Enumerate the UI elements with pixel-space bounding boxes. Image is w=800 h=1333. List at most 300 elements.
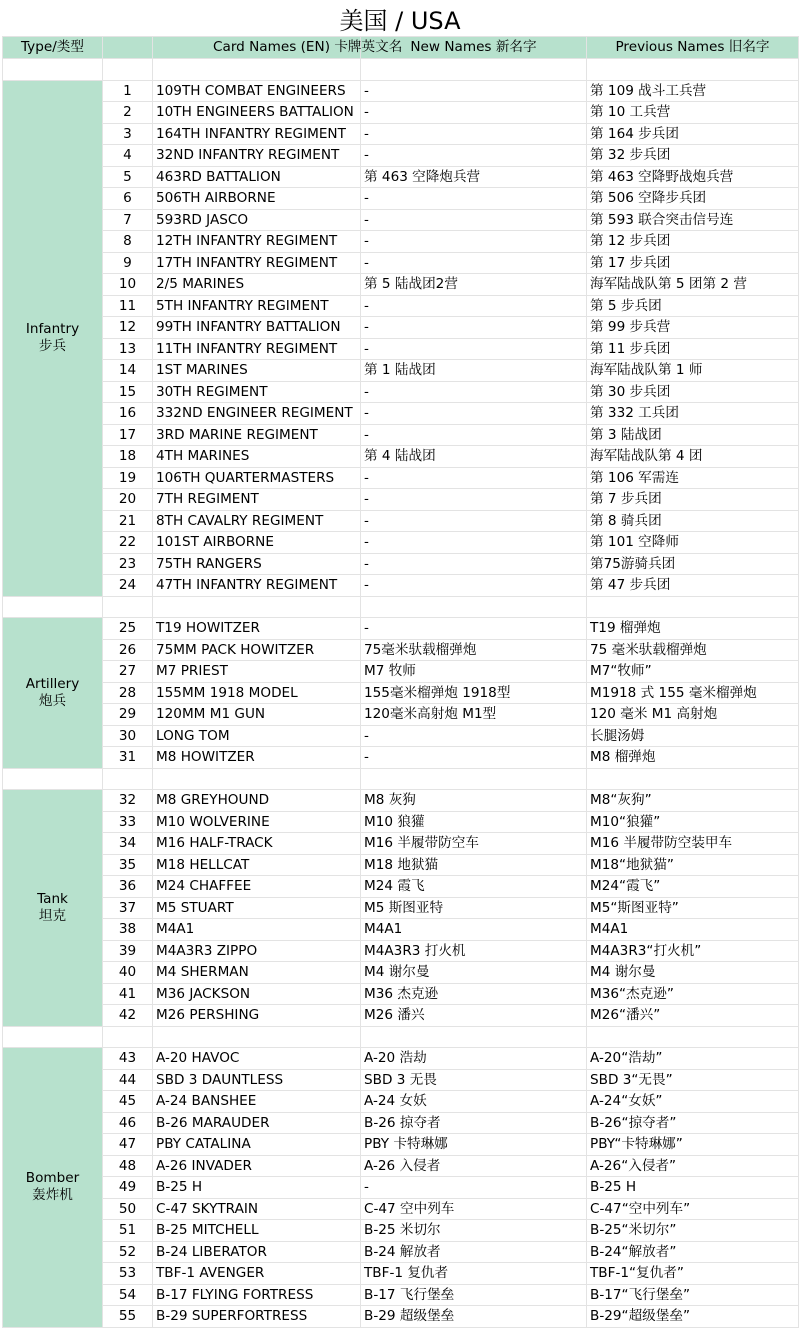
previous-name-cell[interactable]: T19 榴弹炮 bbox=[587, 618, 799, 640]
new-name-cell[interactable]: B-25 米切尔 bbox=[361, 1220, 587, 1242]
new-name-cell[interactable]: - bbox=[361, 209, 587, 231]
empty-cell[interactable] bbox=[103, 1026, 153, 1048]
number-cell[interactable]: 8 bbox=[103, 231, 153, 253]
card-name-en-cell[interactable]: M7 PRIEST bbox=[153, 661, 361, 683]
new-name-cell[interactable]: B-17 飞行堡垒 bbox=[361, 1284, 587, 1306]
previous-name-cell[interactable]: M36“杰克逊” bbox=[587, 983, 799, 1005]
card-name-en-cell[interactable]: 593RD JASCO bbox=[153, 209, 361, 231]
new-name-cell[interactable]: 120毫米高射炮 M1型 bbox=[361, 704, 587, 726]
number-cell[interactable]: 41 bbox=[103, 983, 153, 1005]
table-row bbox=[3, 102, 799, 124]
new-name-cell[interactable]: 第 5 陆战团2营 bbox=[361, 274, 587, 296]
previous-name-cell[interactable]: M18“地狱猫” bbox=[587, 854, 799, 876]
card-name-en-cell[interactable]: 101ST AIRBORNE bbox=[153, 532, 361, 554]
previous-name-cell[interactable]: 第 32 步兵团 bbox=[587, 145, 799, 167]
table-row bbox=[3, 811, 799, 833]
type-cell[interactable]: Infantry 步兵 bbox=[3, 80, 103, 596]
number-cell[interactable]: 7 bbox=[103, 209, 153, 231]
empty-cell[interactable] bbox=[587, 1026, 799, 1048]
table-row bbox=[3, 1005, 799, 1027]
number-cell[interactable]: 25 bbox=[103, 618, 153, 640]
card-name-en-cell[interactable]: 47TH INFANTRY REGIMENT bbox=[153, 575, 361, 597]
number-cell[interactable]: 31 bbox=[103, 747, 153, 769]
previous-name-cell[interactable]: 120 毫米 M1 高射炮 bbox=[587, 704, 799, 726]
new-name-cell[interactable]: A-20 浩劫 bbox=[361, 1048, 587, 1070]
card-name-en-cell[interactable]: M8 GREYHOUND bbox=[153, 790, 361, 812]
new-name-cell[interactable]: - bbox=[361, 532, 587, 554]
previous-name-cell[interactable]: B-25 H bbox=[587, 1177, 799, 1199]
card-name-en-cell[interactable]: A-26 INVADER bbox=[153, 1155, 361, 1177]
number-cell[interactable]: 17 bbox=[103, 424, 153, 446]
card-name-en-cell[interactable]: M18 HELLCAT bbox=[153, 854, 361, 876]
card-name-en-cell[interactable]: A-20 HAVOC bbox=[153, 1048, 361, 1070]
new-name-cell[interactable]: - bbox=[361, 725, 587, 747]
card-name-en-cell[interactable]: 99TH INFANTRY BATTALION bbox=[153, 317, 361, 339]
empty-cell[interactable] bbox=[361, 768, 587, 790]
card-name-en-cell[interactable]: 1ST MARINES bbox=[153, 360, 361, 382]
card-name-en-cell[interactable]: 155MM 1918 MODEL bbox=[153, 682, 361, 704]
new-name-cell[interactable]: - bbox=[361, 145, 587, 167]
card-name-en-cell[interactable]: 4TH MARINES bbox=[153, 446, 361, 468]
number-cell[interactable]: 13 bbox=[103, 338, 153, 360]
card-name-en-cell[interactable]: 5TH INFANTRY REGIMENT bbox=[153, 295, 361, 317]
card-name-en-cell[interactable]: 11TH INFANTRY REGIMENT bbox=[153, 338, 361, 360]
number-cell[interactable]: 27 bbox=[103, 661, 153, 683]
new-name-cell[interactable]: - bbox=[361, 403, 587, 425]
table-row bbox=[3, 231, 799, 253]
number-cell[interactable]: 39 bbox=[103, 940, 153, 962]
new-name-cell[interactable]: - bbox=[361, 80, 587, 102]
header-type: Type/类型 bbox=[3, 37, 103, 59]
previous-name-cell[interactable]: M4 谢尔曼 bbox=[587, 962, 799, 984]
number-cell[interactable]: 11 bbox=[103, 295, 153, 317]
table-row bbox=[3, 1306, 799, 1328]
table-row bbox=[3, 1263, 799, 1285]
page-title: 美国 / USA bbox=[339, 6, 461, 35]
new-name-cell[interactable]: - bbox=[361, 231, 587, 253]
new-name-cell[interactable]: PBY 卡特琳娜 bbox=[361, 1134, 587, 1156]
card-name-en-cell[interactable]: C-47 SKYTRAIN bbox=[153, 1198, 361, 1220]
previous-name-cell[interactable]: 海军陆战队第 4 团 bbox=[587, 446, 799, 468]
new-name-cell[interactable]: - bbox=[361, 510, 587, 532]
number-cell[interactable]: 53 bbox=[103, 1263, 153, 1285]
previous-name-cell[interactable]: 海军陆战队第 5 团第 2 营 bbox=[587, 274, 799, 296]
table-row bbox=[3, 381, 799, 403]
previous-name-cell[interactable]: M4A1 bbox=[587, 919, 799, 941]
card-name-en-cell[interactable]: 12TH INFANTRY REGIMENT bbox=[153, 231, 361, 253]
new-name-cell[interactable]: TBF-1 复仇者 bbox=[361, 1263, 587, 1285]
new-name-cell[interactable]: M4A3R3 打火机 bbox=[361, 940, 587, 962]
new-name-cell[interactable]: M7 牧师 bbox=[361, 661, 587, 683]
card-name-en-cell[interactable]: 332ND ENGINEER REGIMENT bbox=[153, 403, 361, 425]
table-row bbox=[3, 1112, 799, 1134]
card-name-en-cell[interactable]: 30TH REGIMENT bbox=[153, 381, 361, 403]
previous-name-cell[interactable]: 第 506 空降步兵团 bbox=[587, 188, 799, 210]
type-cell[interactable]: Tank 坦克 bbox=[3, 790, 103, 1027]
empty-cell[interactable] bbox=[361, 596, 587, 618]
new-name-cell[interactable]: M4 谢尔曼 bbox=[361, 962, 587, 984]
number-cell[interactable]: 36 bbox=[103, 876, 153, 898]
empty-cell[interactable] bbox=[361, 1026, 587, 1048]
previous-name-cell[interactable]: M8 榴弹炮 bbox=[587, 747, 799, 769]
number-cell[interactable]: 5 bbox=[103, 166, 153, 188]
empty-cell[interactable] bbox=[103, 768, 153, 790]
previous-name-cell[interactable]: 第 164 步兵团 bbox=[587, 123, 799, 145]
new-name-cell[interactable]: - bbox=[361, 252, 587, 274]
new-name-cell[interactable]: C-47 空中列车 bbox=[361, 1198, 587, 1220]
previous-name-cell[interactable]: M5“斯图亚特” bbox=[587, 897, 799, 919]
type-cell[interactable]: Bomber 轰炸机 bbox=[3, 1048, 103, 1328]
number-cell[interactable]: 37 bbox=[103, 897, 153, 919]
card-name-en-cell[interactable]: M4A3R3 ZIPPO bbox=[153, 940, 361, 962]
card-name-en-cell[interactable]: 164TH INFANTRY REGIMENT bbox=[153, 123, 361, 145]
table-row bbox=[3, 940, 799, 962]
new-name-cell[interactable]: 第 463 空降炮兵营 bbox=[361, 166, 587, 188]
previous-name-cell[interactable]: M24“霞飞” bbox=[587, 876, 799, 898]
previous-name-cell[interactable]: 第 3 陆战团 bbox=[587, 424, 799, 446]
card-name-en-cell[interactable]: 106TH QUARTERMASTERS bbox=[153, 467, 361, 489]
table-row bbox=[3, 338, 799, 360]
previous-name-cell[interactable]: B-25“米切尔” bbox=[587, 1220, 799, 1242]
new-name-cell[interactable]: - bbox=[361, 618, 587, 640]
previous-name-cell[interactable]: TBF-1“复仇者” bbox=[587, 1263, 799, 1285]
empty-cell[interactable] bbox=[361, 59, 587, 81]
number-cell[interactable]: 44 bbox=[103, 1069, 153, 1091]
previous-name-cell[interactable]: 75 毫米驮载榴弹炮 bbox=[587, 639, 799, 661]
table-row bbox=[3, 575, 799, 597]
number-cell[interactable]: 46 bbox=[103, 1112, 153, 1134]
previous-name-cell[interactable]: 长腿汤姆 bbox=[587, 725, 799, 747]
number-cell[interactable]: 20 bbox=[103, 489, 153, 511]
card-name-en-cell[interactable]: M8 HOWITZER bbox=[153, 747, 361, 769]
number-cell[interactable]: 34 bbox=[103, 833, 153, 855]
previous-name-cell[interactable]: M16 半履带防空装甲车 bbox=[587, 833, 799, 855]
number-cell[interactable]: 14 bbox=[103, 360, 153, 382]
card-name-en-cell[interactable]: 75MM PACK HOWITZER bbox=[153, 639, 361, 661]
previous-name-cell[interactable]: A-26“入侵者” bbox=[587, 1155, 799, 1177]
number-cell[interactable]: 21 bbox=[103, 510, 153, 532]
new-name-cell[interactable]: 75毫米驮载榴弹炮 bbox=[361, 639, 587, 661]
card-name-en-cell[interactable]: M5 STUART bbox=[153, 897, 361, 919]
number-cell[interactable]: 4 bbox=[103, 145, 153, 167]
card-name-en-cell[interactable]: 109TH COMBAT ENGINEERS bbox=[153, 80, 361, 102]
new-name-cell[interactable]: 155毫米榴弹炮 1918型 bbox=[361, 682, 587, 704]
table-row bbox=[3, 295, 799, 317]
new-name-cell[interactable]: M24 霞飞 bbox=[361, 876, 587, 898]
number-cell[interactable]: 32 bbox=[103, 790, 153, 812]
table-row bbox=[3, 897, 799, 919]
table-row bbox=[3, 661, 799, 683]
new-name-cell[interactable]: 第 1 陆战团 bbox=[361, 360, 587, 382]
number-cell[interactable]: 43 bbox=[103, 1048, 153, 1070]
number-cell[interactable]: 18 bbox=[103, 446, 153, 468]
table-row bbox=[3, 747, 799, 769]
table-row bbox=[3, 123, 799, 145]
number-cell[interactable]: 33 bbox=[103, 811, 153, 833]
number-cell[interactable]: 9 bbox=[103, 252, 153, 274]
table-row bbox=[3, 424, 799, 446]
card-name-en-cell[interactable]: M36 JACKSON bbox=[153, 983, 361, 1005]
card-name-en-cell[interactable]: TBF-1 AVENGER bbox=[153, 1263, 361, 1285]
number-cell[interactable]: 50 bbox=[103, 1198, 153, 1220]
card-name-en-cell[interactable]: M24 CHAFFEE bbox=[153, 876, 361, 898]
new-name-cell[interactable]: B-24 解放者 bbox=[361, 1241, 587, 1263]
new-name-cell[interactable]: M26 潘兴 bbox=[361, 1005, 587, 1027]
table-row bbox=[3, 1198, 799, 1220]
number-cell[interactable]: 22 bbox=[103, 532, 153, 554]
new-name-cell[interactable]: - bbox=[361, 747, 587, 769]
type-cell[interactable]: Artillery 炮兵 bbox=[3, 618, 103, 769]
table-row bbox=[3, 145, 799, 167]
empty-cell[interactable] bbox=[587, 596, 799, 618]
new-name-cell[interactable]: - bbox=[361, 102, 587, 124]
number-cell[interactable]: 38 bbox=[103, 919, 153, 941]
table-row bbox=[3, 962, 799, 984]
card-name-en-cell[interactable]: B-25 MITCHELL bbox=[153, 1220, 361, 1242]
table-row bbox=[3, 489, 799, 511]
previous-name-cell[interactable]: 第 11 步兵团 bbox=[587, 338, 799, 360]
card-name-en-cell[interactable]: 3RD MARINE REGIMENT bbox=[153, 424, 361, 446]
card-name-en-cell[interactable]: M16 HALF-TRACK bbox=[153, 833, 361, 855]
previous-name-cell[interactable]: M10“狼獾” bbox=[587, 811, 799, 833]
previous-name-cell[interactable]: 海军陆战队第 1 师 bbox=[587, 360, 799, 382]
number-cell[interactable]: 48 bbox=[103, 1155, 153, 1177]
empty-cell[interactable] bbox=[3, 596, 103, 618]
previous-name-cell[interactable]: A-20“浩劫” bbox=[587, 1048, 799, 1070]
number-cell[interactable]: 15 bbox=[103, 381, 153, 403]
card-name-en-cell[interactable]: M4 SHERMAN bbox=[153, 962, 361, 984]
empty-cell[interactable] bbox=[153, 768, 361, 790]
previous-name-cell[interactable]: 第 47 步兵团 bbox=[587, 575, 799, 597]
table-row bbox=[3, 1241, 799, 1263]
new-name-cell[interactable]: - bbox=[361, 338, 587, 360]
previous-name-cell[interactable]: 第 106 军需连 bbox=[587, 467, 799, 489]
table-row bbox=[3, 166, 799, 188]
new-name-cell[interactable]: - bbox=[361, 1177, 587, 1199]
number-cell[interactable]: 54 bbox=[103, 1284, 153, 1306]
card-name-en-cell[interactable]: 10TH ENGINEERS BATTALION bbox=[153, 102, 361, 124]
number-cell[interactable]: 2 bbox=[103, 102, 153, 124]
card-name-en-cell[interactable]: 17TH INFANTRY REGIMENT bbox=[153, 252, 361, 274]
number-cell[interactable]: 29 bbox=[103, 704, 153, 726]
new-name-cell[interactable]: - bbox=[361, 188, 587, 210]
number-cell[interactable]: 51 bbox=[103, 1220, 153, 1242]
previous-name-cell[interactable]: 第 10 工兵营 bbox=[587, 102, 799, 124]
table-body bbox=[3, 59, 799, 1328]
table-row bbox=[3, 532, 799, 554]
card-name-en-cell[interactable]: 8TH CAVALRY REGIMENT bbox=[153, 510, 361, 532]
card-name-en-cell[interactable]: M26 PERSHING bbox=[153, 1005, 361, 1027]
previous-name-cell[interactable]: B-24“解放者” bbox=[587, 1241, 799, 1263]
number-cell[interactable]: 30 bbox=[103, 725, 153, 747]
table-row bbox=[3, 876, 799, 898]
number-cell[interactable]: 35 bbox=[103, 854, 153, 876]
table-row bbox=[3, 188, 799, 210]
previous-name-cell[interactable]: 第 99 步兵营 bbox=[587, 317, 799, 339]
number-cell[interactable]: 12 bbox=[103, 317, 153, 339]
card-name-en-cell[interactable]: 120MM M1 GUN bbox=[153, 704, 361, 726]
empty-cell[interactable] bbox=[153, 1026, 361, 1048]
unit-names-table bbox=[2, 36, 799, 1328]
previous-name-cell[interactable]: PBY“卡特琳娜” bbox=[587, 1134, 799, 1156]
new-name-cell[interactable]: M10 狼獾 bbox=[361, 811, 587, 833]
previous-name-cell[interactable]: SBD 3“无畏” bbox=[587, 1069, 799, 1091]
previous-name-cell[interactable]: 第 332 工兵团 bbox=[587, 403, 799, 425]
empty-cell[interactable] bbox=[3, 1026, 103, 1048]
number-cell[interactable]: 28 bbox=[103, 682, 153, 704]
table-row bbox=[3, 403, 799, 425]
empty-cell[interactable] bbox=[3, 768, 103, 790]
previous-name-cell[interactable]: B-17“飞行堡垒” bbox=[587, 1284, 799, 1306]
new-name-cell[interactable]: A-24 女妖 bbox=[361, 1091, 587, 1113]
header-row bbox=[3, 37, 799, 59]
header-number bbox=[103, 37, 153, 59]
new-name-cell[interactable]: - bbox=[361, 123, 587, 145]
card-name-en-cell[interactable]: B-24 LIBERATOR bbox=[153, 1241, 361, 1263]
empty-cell[interactable] bbox=[153, 59, 361, 81]
table-row bbox=[3, 360, 799, 382]
empty-cell[interactable] bbox=[587, 59, 799, 81]
card-name-en-cell[interactable]: 32ND INFANTRY REGIMENT bbox=[153, 145, 361, 167]
table-row bbox=[3, 1177, 799, 1199]
empty-cell[interactable] bbox=[153, 596, 361, 618]
previous-name-cell[interactable]: A-24“女妖” bbox=[587, 1091, 799, 1113]
table-row bbox=[3, 854, 799, 876]
new-name-cell[interactable]: A-26 入侵者 bbox=[361, 1155, 587, 1177]
previous-name-cell[interactable]: M7“牧师” bbox=[587, 661, 799, 683]
new-name-cell[interactable]: - bbox=[361, 575, 587, 597]
previous-name-cell[interactable]: M1918 式 155 毫米榴弹炮 bbox=[587, 682, 799, 704]
card-name-en-cell[interactable]: T19 HOWITZER bbox=[153, 618, 361, 640]
empty-cell[interactable] bbox=[587, 768, 799, 790]
previous-name-cell[interactable]: 第 101 空降师 bbox=[587, 532, 799, 554]
table-row bbox=[3, 252, 799, 274]
number-cell[interactable]: 10 bbox=[103, 274, 153, 296]
spacer-row bbox=[3, 1026, 799, 1048]
table-row bbox=[3, 682, 799, 704]
card-name-en-cell[interactable]: LONG TOM bbox=[153, 725, 361, 747]
number-cell[interactable]: 24 bbox=[103, 575, 153, 597]
new-name-cell[interactable]: B-26 掠夺者 bbox=[361, 1112, 587, 1134]
previous-name-cell[interactable]: 第 593 联合突击信号连 bbox=[587, 209, 799, 231]
number-cell[interactable]: 26 bbox=[103, 639, 153, 661]
new-name-cell[interactable]: - bbox=[361, 295, 587, 317]
card-name-en-cell[interactable]: 506TH AIRBORNE bbox=[153, 188, 361, 210]
new-name-cell[interactable]: - bbox=[361, 424, 587, 446]
number-cell[interactable]: 49 bbox=[103, 1177, 153, 1199]
empty-cell[interactable] bbox=[103, 59, 153, 81]
new-name-cell[interactable]: M18 地狱猫 bbox=[361, 854, 587, 876]
header-new-name: New Names 新名字 bbox=[361, 37, 587, 59]
table-row bbox=[3, 919, 799, 941]
table-row bbox=[3, 317, 799, 339]
new-name-cell[interactable]: SBD 3 无畏 bbox=[361, 1069, 587, 1091]
card-name-en-cell[interactable]: A-24 BANSHEE bbox=[153, 1091, 361, 1113]
card-name-en-cell[interactable]: SBD 3 DAUNTLESS bbox=[153, 1069, 361, 1091]
table-row bbox=[3, 704, 799, 726]
new-name-cell[interactable]: - bbox=[361, 489, 587, 511]
table-row bbox=[3, 618, 799, 640]
card-name-en-cell[interactable]: B-17 FLYING FORTRESS bbox=[153, 1284, 361, 1306]
new-name-cell[interactable]: M16 半履带防空车 bbox=[361, 833, 587, 855]
previous-name-cell[interactable]: 第75游骑兵团 bbox=[587, 553, 799, 575]
card-name-en-cell[interactable]: 463RD BATTALION bbox=[153, 166, 361, 188]
number-cell[interactable]: 45 bbox=[103, 1091, 153, 1113]
number-cell[interactable]: 6 bbox=[103, 188, 153, 210]
number-cell[interactable]: 23 bbox=[103, 553, 153, 575]
previous-name-cell[interactable]: B-26“掠夺者” bbox=[587, 1112, 799, 1134]
new-name-cell[interactable]: - bbox=[361, 553, 587, 575]
table-row bbox=[3, 467, 799, 489]
card-name-en-cell[interactable]: B-26 MARAUDER bbox=[153, 1112, 361, 1134]
number-cell[interactable]: 47 bbox=[103, 1134, 153, 1156]
number-cell[interactable]: 1 bbox=[103, 80, 153, 102]
table-row bbox=[3, 1134, 799, 1156]
card-name-en-cell[interactable]: M10 WOLVERINE bbox=[153, 811, 361, 833]
number-cell[interactable]: 42 bbox=[103, 1005, 153, 1027]
new-name-cell[interactable]: M8 灰狗 bbox=[361, 790, 587, 812]
new-name-cell[interactable]: 第 4 陆战团 bbox=[361, 446, 587, 468]
table-row bbox=[3, 833, 799, 855]
previous-name-cell[interactable]: 第 8 骑兵团 bbox=[587, 510, 799, 532]
new-name-cell[interactable]: - bbox=[361, 317, 587, 339]
new-name-cell[interactable]: M36 杰克逊 bbox=[361, 983, 587, 1005]
new-name-cell[interactable]: M4A1 bbox=[361, 919, 587, 941]
table-row bbox=[3, 553, 799, 575]
table-row bbox=[3, 1069, 799, 1091]
card-name-en-cell[interactable]: 7TH REGIMENT bbox=[153, 489, 361, 511]
number-cell[interactable]: 40 bbox=[103, 962, 153, 984]
previous-name-cell[interactable]: 第 17 步兵团 bbox=[587, 252, 799, 274]
number-cell[interactable]: 16 bbox=[103, 403, 153, 425]
new-name-cell[interactable]: - bbox=[361, 467, 587, 489]
card-name-en-cell[interactable]: 75TH RANGERS bbox=[153, 553, 361, 575]
new-name-cell[interactable]: B-29 超级堡垒 bbox=[361, 1306, 587, 1328]
previous-name-cell[interactable]: M4A3R3“打火机” bbox=[587, 940, 799, 962]
card-name-en-cell[interactable]: 2/5 MARINES bbox=[153, 274, 361, 296]
previous-name-cell[interactable]: 第 109 战斗工兵营 bbox=[587, 80, 799, 102]
card-name-en-cell[interactable]: M4A1 bbox=[153, 919, 361, 941]
card-name-en-cell[interactable]: PBY CATALINA bbox=[153, 1134, 361, 1156]
previous-name-cell[interactable]: 第 30 步兵团 bbox=[587, 381, 799, 403]
previous-name-cell[interactable]: 第 12 步兵团 bbox=[587, 231, 799, 253]
previous-name-cell[interactable]: 第 7 步兵团 bbox=[587, 489, 799, 511]
table-row bbox=[3, 639, 799, 661]
number-cell[interactable]: 3 bbox=[103, 123, 153, 145]
number-cell[interactable]: 55 bbox=[103, 1306, 153, 1328]
previous-name-cell[interactable]: M8“灰狗” bbox=[587, 790, 799, 812]
new-name-cell[interactable]: - bbox=[361, 381, 587, 403]
table-row bbox=[3, 209, 799, 231]
table-row bbox=[3, 1284, 799, 1306]
previous-name-cell[interactable]: 第 463 空降野战炮兵营 bbox=[587, 166, 799, 188]
previous-name-cell[interactable]: M26“潘兴” bbox=[587, 1005, 799, 1027]
table-row bbox=[3, 790, 799, 812]
empty-cell[interactable] bbox=[103, 596, 153, 618]
table-row bbox=[3, 1220, 799, 1242]
card-name-en-cell[interactable]: B-25 H bbox=[153, 1177, 361, 1199]
previous-name-cell[interactable]: B-29“超级堡垒” bbox=[587, 1306, 799, 1328]
empty-cell[interactable] bbox=[3, 59, 103, 81]
previous-name-cell[interactable]: C-47“空中列车” bbox=[587, 1198, 799, 1220]
new-name-cell[interactable]: M5 斯图亚特 bbox=[361, 897, 587, 919]
table-row bbox=[3, 274, 799, 296]
number-cell[interactable]: 52 bbox=[103, 1241, 153, 1263]
table-row bbox=[3, 1155, 799, 1177]
number-cell[interactable]: 19 bbox=[103, 467, 153, 489]
previous-name-cell[interactable]: 第 5 步兵团 bbox=[587, 295, 799, 317]
card-name-en-cell[interactable]: B-29 SUPERFORTRESS bbox=[153, 1306, 361, 1328]
